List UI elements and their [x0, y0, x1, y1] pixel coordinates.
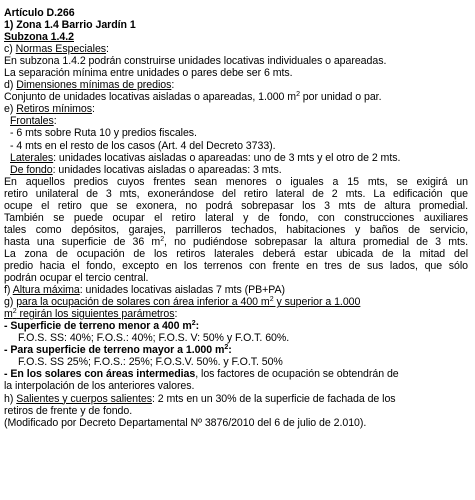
- paragraph-line: tales como depósitos, garajes, parrilleros techados, habitaciones y baños de servicio,: [4, 223, 468, 236]
- article-title: Artículo D.266: [4, 7, 75, 19]
- section-g-sub2-values: F.O.S. SS 25%; F.O.S.: 25%; F.O.S.V. 50%. y F.O.T. 50%: [18, 356, 283, 369]
- section-h-heading: Salientes y cuerpos salientes: [16, 392, 152, 405]
- section-e-heading: [4, 103, 475, 115]
- section-h-prefix: h): [4, 392, 17, 405]
- paragraph-line: ocupe el retiro que se exonera, no podrá sobrepasar los 3 mts de altura promedial.: [4, 199, 468, 212]
- section-g-sub2: [4, 344, 475, 356]
- section-g-heading-text: [16, 296, 360, 308]
- section-g-heading-text-2: [4, 308, 175, 320]
- paragraph-line: También se puede ocupar el retiro lateral y de fondo, con construcciones auxiliares: [4, 211, 468, 224]
- paragraph-sup-end: , no pudiéndose sobrepasar la altura promedial de 3 mts.: [164, 235, 468, 248]
- section-f-text: : unidades locativas aisladas 7 mts (PB+PA): [79, 284, 285, 297]
- section-g-colon: :: [174, 308, 178, 321]
- section-g-sub3: [4, 368, 475, 380]
- section-g-sub1-text: - Superficie de terreno menor a 400 m: [4, 320, 192, 333]
- section-g-sub1-end: :: [195, 320, 200, 333]
- section-g-sub1-sup: 2: [191, 320, 196, 328]
- section-g-heading-2: [4, 308, 475, 320]
- section-f-prefix: f): [4, 284, 13, 297]
- section-g-prefix: g): [4, 296, 17, 309]
- section-g-sub3-bold: - En los solares con áreas intermedias: [4, 368, 196, 381]
- section-f-heading: Altura máxima: [12, 284, 80, 297]
- paragraph-sup: 2: [160, 235, 165, 243]
- section-d-sup: 2: [296, 91, 300, 99]
- section-c-heading-text: Normas Especiales: [15, 43, 107, 56]
- fondo-line: [4, 164, 475, 176]
- frontales-label: Frontales: [10, 115, 54, 128]
- paragraph-last-line: podrán ocupar el tercio central.: [4, 272, 149, 285]
- fondo-text: : unidades locativas aisladas o apareadas: 3 mts.: [52, 163, 282, 176]
- section-d-heading: [4, 79, 475, 91]
- section-d-line1-text: Conjunto de unidades locativas aisladas o apareadas, 1.000 m: [4, 91, 297, 104]
- section-g-h2-sup: 2: [12, 308, 17, 316]
- frontales-heading: [4, 115, 475, 127]
- section-g-h1: para la ocupación de solares con área inferior a 400 m: [16, 296, 270, 309]
- section-d-prefix: d): [4, 79, 17, 92]
- section-e-colon: :: [92, 103, 95, 116]
- zone-title: 1) Zona 1.4 Barrio Jardín 1: [4, 19, 136, 32]
- section-g-sub1: [4, 320, 475, 332]
- section-g-sub2-sup: 2: [224, 344, 229, 352]
- section-g-h2-pre: m: [4, 308, 13, 321]
- fondo-label: De fondo: [10, 163, 53, 176]
- section-g-sub1-values: F.O.S. SS: 40%; F.O.S.: 40%; F.O.S. V: 50% y F.O.T. 60%.: [18, 332, 290, 345]
- section-c-heading: [4, 43, 475, 55]
- section-h-line2: retiros de frente y de fondo.: [4, 404, 133, 417]
- section-h-line: [4, 393, 475, 405]
- laterales-line: [4, 152, 475, 164]
- paragraph-sup-text: hasta una superficie de 36 m: [4, 235, 161, 248]
- section-g-sub2-end: :: [228, 344, 232, 357]
- laterales-label: Laterales: [10, 151, 54, 164]
- section-h-text: : 2 mts en un 30% de la superficie de fachada de los: [151, 392, 396, 405]
- section-d-heading-text: Dimensiones mínimas de predios: [16, 79, 172, 92]
- section-g-sub2-text: - Para superficie de terreno mayor a 1.000 m: [4, 344, 225, 357]
- paragraph-line-sup: [4, 236, 468, 248]
- section-g-heading-1: [4, 296, 475, 308]
- frontales-item-1: - 6 mts sobre Ruta 10 y predios fiscales.: [10, 127, 197, 140]
- section-g-h1-mid: y superior a 1.000: [273, 296, 361, 309]
- frontales-item-2: - 4 mts en el resto de los casos (Art. 4 del Decreto 3733).: [10, 139, 276, 152]
- paragraph-line: retiro unilateral de 3 mts, exonerándose del retiro lateral de 2 mts. La edificación que: [4, 187, 468, 200]
- section-e-heading-text: Retiros mínimos: [16, 103, 92, 116]
- section-c-line2: La separación mínima entre unidades o pares debe ser 6 mts.: [4, 67, 293, 80]
- section-c-colon: :: [106, 43, 109, 56]
- section-g-sub3-text: , los factores de ocupación se obtendrán de: [195, 368, 399, 381]
- section-g-h2-post: regirán los siguientes parámetros: [16, 308, 175, 321]
- paragraph-line: En aquellos predios cuyos frentes sean menores o iguales a 15 mts, se exigirá un: [4, 175, 468, 188]
- section-d-line1: [4, 91, 475, 103]
- frontales-colon: :: [53, 115, 57, 128]
- section-g-sub3-line2: la interpolación de los anteriores valores.: [4, 380, 195, 393]
- section-c-prefix: c): [4, 43, 16, 56]
- modification-note: (Modificado por Decreto Departamental Nº 3876/2010 del 6 de julio de 2.010).: [4, 416, 367, 429]
- section-e-prefix: e): [4, 103, 17, 116]
- section-g-h1-sup: 2: [269, 296, 274, 304]
- paragraph-line: predio hacia el fondo, excepto en los terrenos con frente en tres de sus lados, que sólo: [4, 259, 468, 272]
- section-d-line1-end: por unidad o par.: [299, 91, 382, 104]
- section-c-line1: En subzona 1.4.2 podrán construirse unidades locativas individuales o apareadas.: [4, 55, 387, 68]
- laterales-text: : unidades locativas aisladas o apareadas: uno de 3 mts y el otro de 2 mts.: [53, 151, 401, 164]
- section-f-line: [4, 284, 475, 296]
- section-d-colon: :: [171, 79, 175, 92]
- paragraph-line: La zona de ocupación de los retiros laterales deberá estar ubicada de la mitad del: [4, 247, 468, 260]
- subzone-title: Subzona 1.4.2: [4, 31, 74, 44]
